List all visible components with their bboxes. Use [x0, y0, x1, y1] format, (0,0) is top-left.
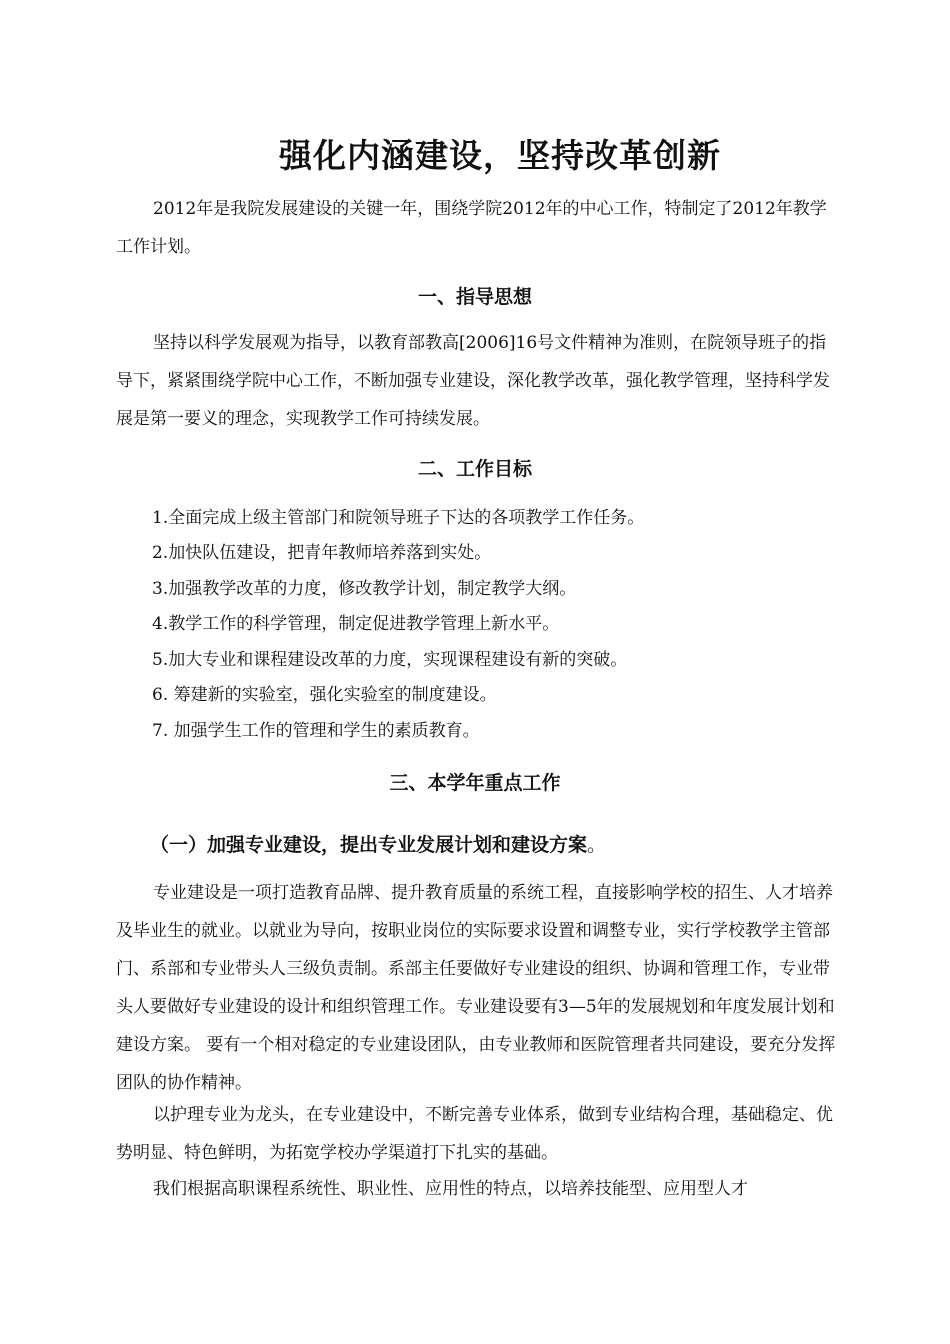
subsection-heading-1 [150, 830, 606, 857]
subsection-heading-text: （一）加强专业建设，提出专业发展计划和建设方案 [150, 834, 588, 856]
body-paragraph: 专业建设是一项打造教育品牌、提升教育质量的系统工程，直接影响学校的招生、人才培养及毕业生的就业。以就业为导向，按职业岗位的实际要求设置和调整专业，实行学校教学主管部门、系部和专业带头人三级负责制。系部主任要做好专业建设的组织、协调和管理工作，专业带头人要做好专业建设的设计和组织管理工作。专业建设要有3—5年的发展规划和年度发展计划和建设方案。 要有一个相对稳定的专业建设团队，由专业教师和医院管理者共同建设，要充分发挥团队的协作精神。 [116, 883, 836, 1093]
goal-item: 6. 筹建新的实验室，强化实验室的制度建设。 [152, 685, 497, 705]
body-paragraph: 我们根据高职课程系统性、职业性、应用性的特点，以培养技能型、应用型人才 [153, 1179, 748, 1199]
intro-paragraph: 2012年是我院发展建设的关键一年，围绕学院2012年的中心工作，特制定了2012年教学工作计划。 [116, 199, 827, 257]
goal-item: 5.加大专业和课程建设改革的力度，实现课程建设有新的突破。 [152, 650, 628, 670]
section-heading-3: 三、本学年重点工作 [389, 772, 561, 794]
subsection-heading-punct: 。 [587, 834, 607, 856]
body-paragraph: 以护理专业为龙头，在专业建设中，不断完善专业体系，做到专业结构合理，基础稳定、优势明显、特色鲜明，为拓宽学校办学渠道打下扎实的基础。 [116, 1105, 833, 1163]
section-heading-2: 二、工作目标 [417, 458, 532, 480]
document-title: 强化内涵建设，坚持改革创新 [279, 136, 721, 175]
goal-item: 3.加强教学改革的力度，修改教学计划，制定教学大纲。 [152, 579, 577, 599]
section-heading-1: 一、指导思想 [417, 286, 532, 308]
goal-item: 1.全面完成上级主管部门和院领导班子下达的各项教学工作任务。 [152, 508, 645, 528]
goal-item: 4.教学工作的科学管理，制定促进教学管理上新水平。 [152, 614, 560, 634]
guiding-thought-paragraph: 坚持以科学发展观为指导，以教育部教高[2006]16号文件精神为准则，在院领导班子的指导下，紧紧围绕学院中心工作，不断加强专业建设，深化教学改革，强化教学管理，坚持科学发展是第一要义的理念，实现教学工作可持续发展。 [116, 333, 830, 429]
goal-item: 2.加快队伍建设，把青年教师培养落到实处。 [152, 543, 492, 563]
goal-item: 7. 加强学生工作的管理和学生的素质教育。 [152, 721, 480, 741]
